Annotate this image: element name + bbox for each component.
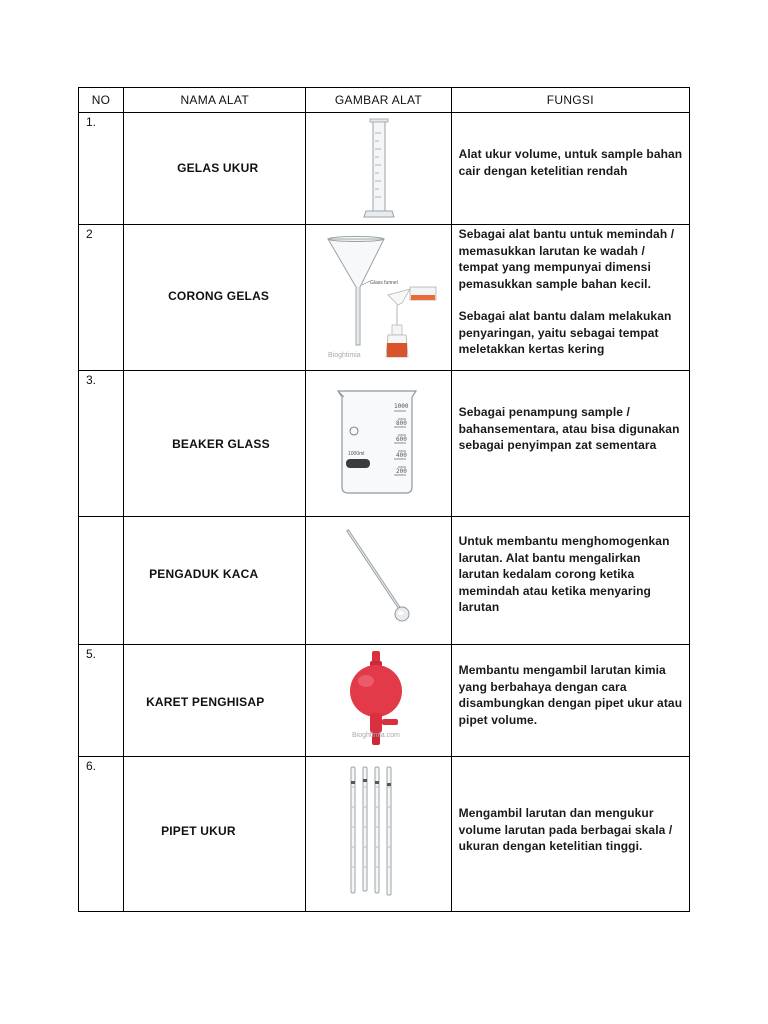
table-row: [79, 225, 690, 371]
tool-function-cell: [451, 757, 689, 912]
header-function: FUNGSI: [451, 88, 689, 113]
tool-function: [459, 146, 683, 179]
row-number: 6.: [79, 757, 124, 912]
tool-function-cell: [451, 113, 689, 225]
table-row: [79, 371, 690, 517]
tool-function: [459, 805, 683, 855]
tool-image-cell: [306, 371, 451, 517]
tool-function: [459, 404, 683, 454]
tool-name-cell: [124, 113, 306, 225]
function-text: Membantu mengambil larutan kimia yang berbahaya dengan cara disambungkan dengan pipet ukur atau pipet volume.: [458, 663, 683, 727]
tool-name: BEAKER GLASS: [172, 437, 270, 451]
tool-name: PENGADUK KACA: [149, 567, 259, 581]
beaker-scale-label: 600: [396, 436, 408, 443]
tool-name-cell: [124, 645, 306, 757]
table-row: [79, 517, 690, 645]
beaker-icon: [306, 371, 451, 517]
tool-name-cell: [124, 517, 306, 645]
function-text: Mengambil larutan dan mengukur volume larutan pada berbagai skala / ukuran dengan ketelitian tinggi.: [458, 806, 673, 853]
tool-name-cell: [124, 225, 306, 371]
tool-function: [459, 533, 683, 616]
tool-name-cell: [124, 371, 306, 517]
image-watermark: Bioghtimia.com: [352, 732, 401, 739]
header-row: [79, 88, 690, 113]
row-number: 5.: [79, 645, 124, 757]
beaker-scale-label: 200: [396, 468, 408, 475]
tool-function-cell: [451, 371, 689, 517]
row-number: 1.: [79, 113, 124, 225]
row-number: [79, 517, 124, 645]
row-number: 3.: [79, 371, 124, 517]
pipette-bulb-icon: [306, 645, 451, 757]
header-no: NO: [79, 88, 124, 113]
tool-function-cell: [451, 517, 689, 645]
table-row: [79, 645, 690, 757]
funnel-caption: Glass funnel: [370, 280, 399, 286]
tools-table: [78, 87, 690, 912]
tool-name: PIPET UKUR: [161, 824, 236, 838]
tool-image-cell: [306, 113, 451, 225]
beaker-scale-label: 800: [396, 420, 408, 427]
tool-function: [459, 662, 683, 728]
glass-funnel-icon: [306, 225, 451, 371]
tool-name-cell: [124, 757, 306, 912]
beaker-volume-label: 1000ml: [348, 451, 365, 457]
tool-function: [459, 226, 683, 358]
header-image: GAMBAR ALAT: [306, 88, 451, 113]
tool-name: KARET PENGHISAP: [146, 695, 265, 709]
tool-image-cell: [306, 757, 451, 912]
function-text: Sebagai penampung sample / bahansementara, atau bisa digunakan sebagai penyimpan zat sementara: [458, 405, 680, 452]
function-text: Sebagai alat bantu dalam melakukan penyaringan, yaitu sebagai tempat meletakkan kertas kering: [458, 309, 672, 356]
beaker-scale-label: 1000: [394, 403, 409, 410]
tool-image-cell: [306, 225, 451, 371]
tool-function-cell: [451, 225, 689, 371]
tool-name: GELAS UKUR: [177, 161, 259, 175]
table-row: [79, 757, 690, 912]
function-text: Sebagai alat bantu untuk memindah / memasukkan larutan ke wadah / tempat yang mempunyai dimensi pemasukkan sample bahan kecil.: [458, 227, 675, 291]
function-text: Alat ukur volume, untuk sample bahan cair dengan ketelitian rendah: [458, 147, 683, 178]
tool-image-cell: [306, 645, 451, 757]
tool-function-cell: [451, 645, 689, 757]
graduated-cylinder-icon: [306, 113, 451, 225]
table-row: [79, 113, 690, 225]
image-watermark: Bioghtimia: [328, 352, 362, 359]
measuring-pipettes-icon: [306, 757, 451, 912]
tool-name: CORONG GELAS: [168, 289, 270, 303]
row-number: 2: [79, 225, 124, 371]
beaker-scale-label: 400: [396, 452, 408, 459]
glass-stirring-rod-icon: [306, 517, 451, 645]
tool-image-cell: [306, 517, 451, 645]
header-name: NAMA ALAT: [124, 88, 306, 113]
function-text: Untuk membantu menghomogenkan larutan. Alat bantu mengalirkan larutan kedalam corong ketika memindah atau ketika menyaring larutan: [458, 534, 670, 614]
